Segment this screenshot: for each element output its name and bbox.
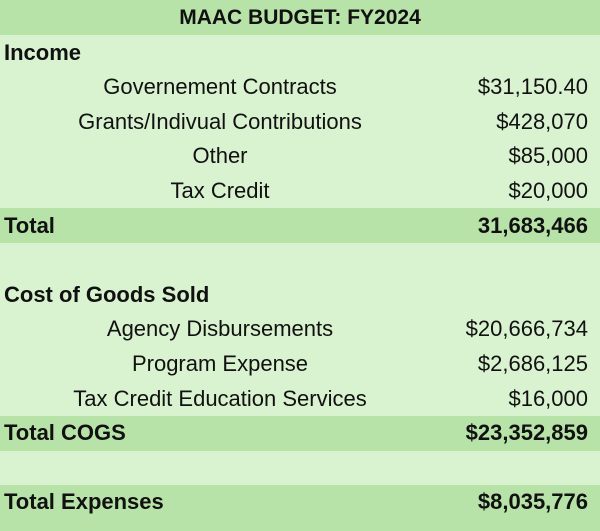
income-row: [0, 105, 600, 140]
cogs-item-amount: $16,000: [508, 385, 588, 411]
blank-row: [0, 451, 600, 486]
cogs-row: [0, 347, 600, 382]
income-heading: Income: [4, 39, 82, 65]
cogs-row: [0, 312, 600, 347]
income-row: [0, 174, 600, 209]
cogs-item-amount: $2,686,125: [477, 351, 588, 377]
income-item-label: Other: [192, 143, 248, 169]
cogs-row: [0, 381, 600, 416]
income-item-amount: $85,000: [508, 143, 588, 169]
cogs-total-row: [0, 416, 600, 451]
cogs-item-label: Program Expense: [131, 351, 309, 377]
expenses-total-amount: $8,035,776: [477, 489, 588, 515]
blank-row: [0, 243, 600, 278]
income-row: [0, 70, 600, 105]
income-item-amount: $20,000: [508, 178, 588, 204]
cogs-item-amount: $20,666,734: [465, 316, 588, 342]
income-total-amount: 31,683,466: [477, 212, 588, 238]
bottom-strip: [0, 520, 600, 531]
income-item-label: Tax Credit: [170, 178, 270, 204]
expenses-total-label: Total Expenses: [4, 489, 164, 515]
cogs-heading: Cost of Goods Sold: [4, 281, 210, 307]
sheet-title: [0, 0, 600, 35]
cogs-item-label: Agency Disbursements: [106, 316, 334, 342]
expenses-total-row: [0, 485, 600, 520]
cogs-item-label: Tax Credit Education Services: [73, 385, 367, 411]
income-item-amount: $428,070: [496, 108, 588, 134]
cogs-total-label: Total COGS: [4, 420, 126, 446]
income-row: [0, 139, 600, 174]
income-item-amount: $31,150.40: [477, 74, 588, 100]
income-item-label: Governement Contracts: [103, 74, 337, 100]
income-item-label: Grants/Indivual Contributions: [78, 108, 362, 134]
income-total-label: Total: [4, 212, 55, 238]
title-text: MAAC BUDGET: FY2024: [179, 5, 421, 29]
income-total-row: [0, 208, 600, 243]
cogs-heading-row: [0, 278, 600, 313]
cogs-total-amount: $23,352,859: [465, 420, 588, 446]
income-heading-row: [0, 35, 600, 70]
